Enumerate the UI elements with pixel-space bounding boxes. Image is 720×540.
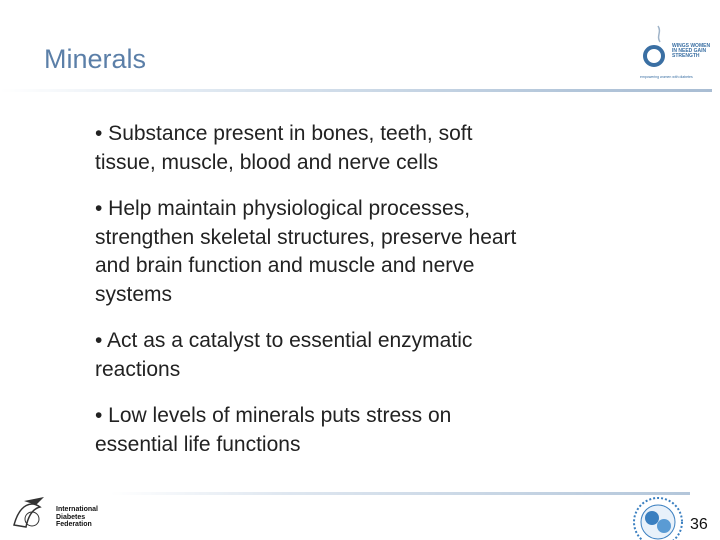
bullet-item: • Help maintain physiological processes, strengthen skeletal structures, preserve heart and brain function and muscle and nerve systems — [95, 197, 517, 306]
title-divider — [0, 89, 712, 92]
wings-logo-tagline: empowering women with diabetes — [640, 75, 693, 79]
bullet-list — [95, 120, 655, 477]
footer-divider — [110, 492, 690, 495]
wings-logo-text: WINGS WOMEN IN NEED GAIN STRENGTH — [672, 43, 711, 59]
world-diabetes-day-seal — [628, 492, 690, 540]
page-number: 36 — [690, 516, 708, 533]
bullet-item: • Act as a catalyst to essential enzymatic reactions — [95, 329, 473, 381]
slide-title: Minerals — [44, 44, 147, 74]
bullet-item: • Substance present in bones, teeth, soft tissue, muscle, blood and nerve cells — [95, 122, 473, 174]
idf-logo — [10, 495, 60, 533]
bullet-item: • Low levels of minerals puts stress on essential life functions — [95, 404, 452, 456]
idf-logo-text: International Diabetes Federation — [56, 506, 99, 528]
